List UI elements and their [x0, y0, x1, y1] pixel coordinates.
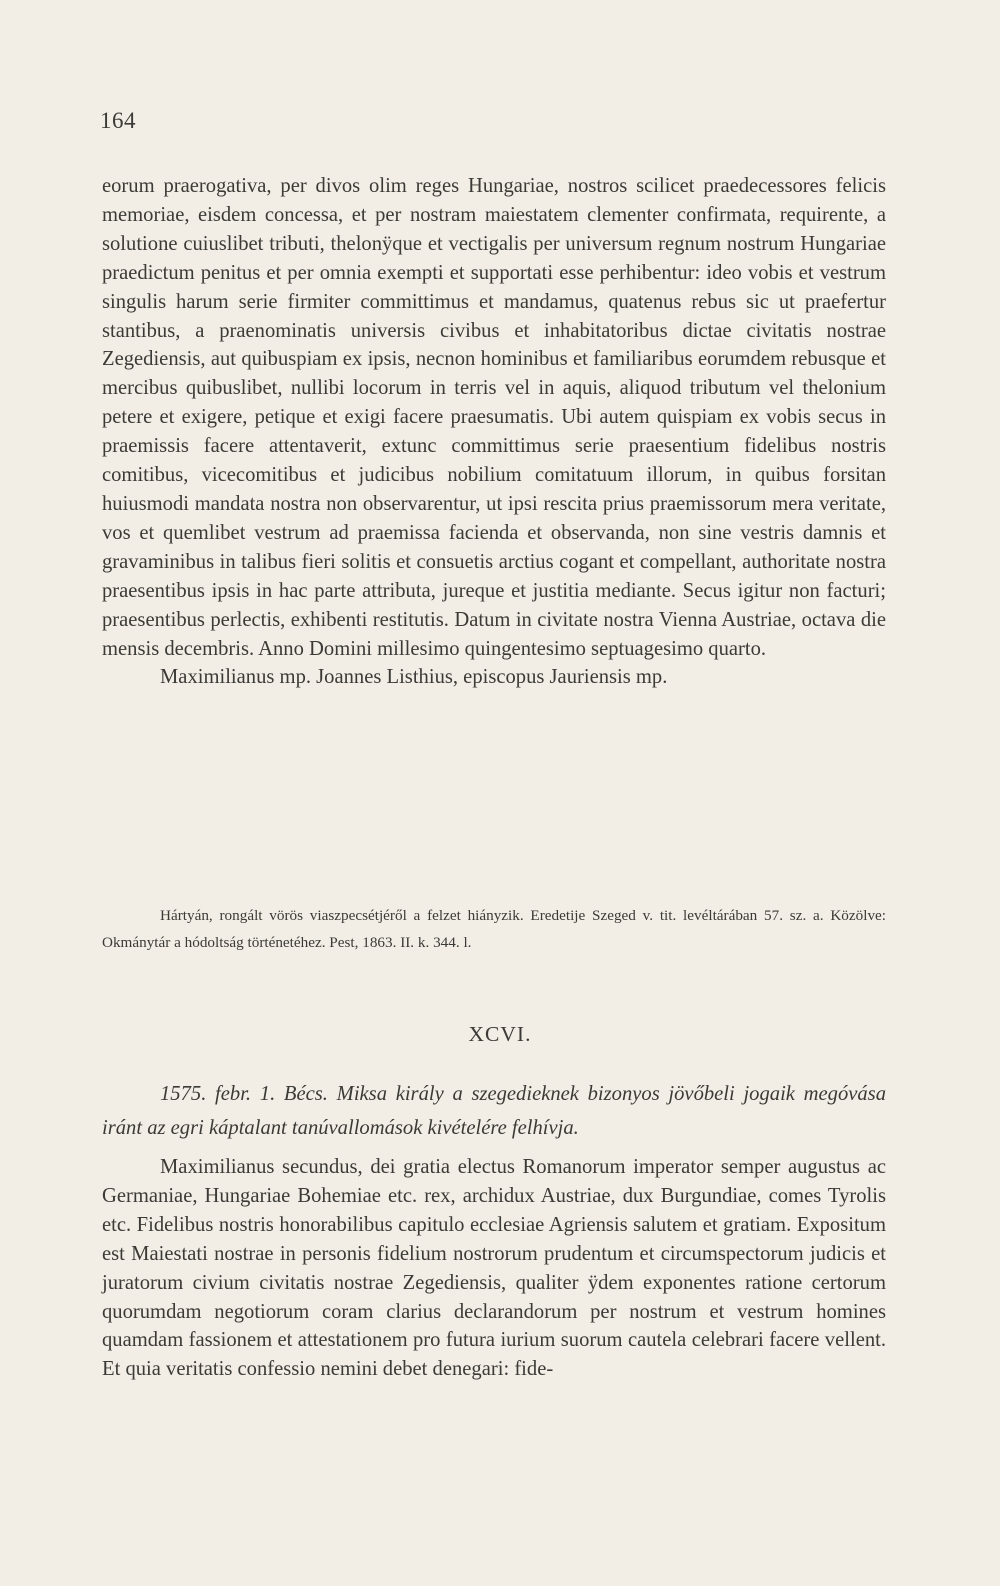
- signature-line: Maximilianus mp. Joannes Listhius, episcopus Jauriensis mp.: [160, 666, 668, 689]
- archival-note: Hártyán, rongált vörös viaszpecsétjéről a felzet hiányzik. Eredetije Szeged v. tit. levéltárában 57. sz. a. Közölve: Okmánytár a hódoltság történetéhez. Pest, 1863. II. k. 344. l.: [102, 907, 886, 951]
- document-paragraph: Maximilianus secundus, dei gratia electus Romanorum imperator semper augustus ac Germaniae, Hungariae Bohemiae etc. rex, archidux Austriae, dux Burgundiae, comes Tyrolis etc. Fidelibus nostris honorabilibus capitulo ecclesiae Agriensis salutem et gratiam. Expositum est Maiestati nostrae in personis fidelium nostrorum prudentum et circumspectorum judicis et juratorum civium civitatis nostrae Zegediensis, qualiter ÿdem exponentes ratione certorum quorumdam negotiorum coram clarius declarandorum per nostrum et vestrum homines quamdam fassionem et attestationem pro futura iurium suorum cautela celebrari facere vellent. Et quia veritatis confessio nemini debet denegari: fide-: [102, 1156, 886, 1381]
- continuation-section: [102, 172, 886, 692]
- continuation-paragraph: eorum praerogativa, per divos olim reges Hungariae, nostros scilicet praedecessores felicis memoriae, eisdem concessa, et per nostram maiestatem clementer confirmata, requirente, a solutione cuiuslibet tributi, thelonÿque et vectigalis per universum regnum nostrum Hungariae praedictum penitus et per omnia exempti et supportati esse perhibentur: ideo vobis et vestrum singulis harum serie firmiter committimus et mandamus, quatenus rebus sic ut praefertur stantibus, a praenominatis universis civibus et inhabitatoribus dictae civitatis nostrae Zegediensis, aut quibuspiam ex ipsis, necnon hominibus et familiaribus eorumdem rebusque et mercibus quibuslibet, nullibi locorum in terris vel in aquis, aliquod tributum vel thelonium petere et exigere, petique et exigi facere praesumatis. Ubi autem quispiam ex vobis secus in praemissis facere attentaverit, extunc committimus serie praesentium fidelibus nostris comitibus, vicecomitibus et judicibus nobilium comitatuum illorum, in quibus forsitan huiusmodi mandata nostra non observarentur, ut ipsi rescita prius praemissorum mera veritate, vos et quemlibet vestrum ad praemissa facienda et observanda, non sine vestris damnis et gravaminibus in talibus fieri solitis et consuetis arctius cogant et compellant, authoritate nostra praesentibus ipsis in hac parte attributa, jureque et justitia mediante. Secus igitur non facturi; praesentibus perlectis, exhibenti restitutis. Datum in civitate nostra Vienna Austriae, octava die mensis decembris. Anno Domini millesimo quingentesimo septuagesimo quarto.: [102, 175, 886, 660]
- document-number: XCVI.: [468, 1022, 532, 1046]
- page-number: 164: [100, 108, 136, 133]
- document-section: [102, 1153, 886, 1384]
- regest-heading: 1575. febr. 1. Bécs. Miksa király a szegedieknek bizonyos jövőbeli jogaik megóvása iránt az egri káptalant tanúvallomások kivételére felhívja.: [102, 1083, 886, 1139]
